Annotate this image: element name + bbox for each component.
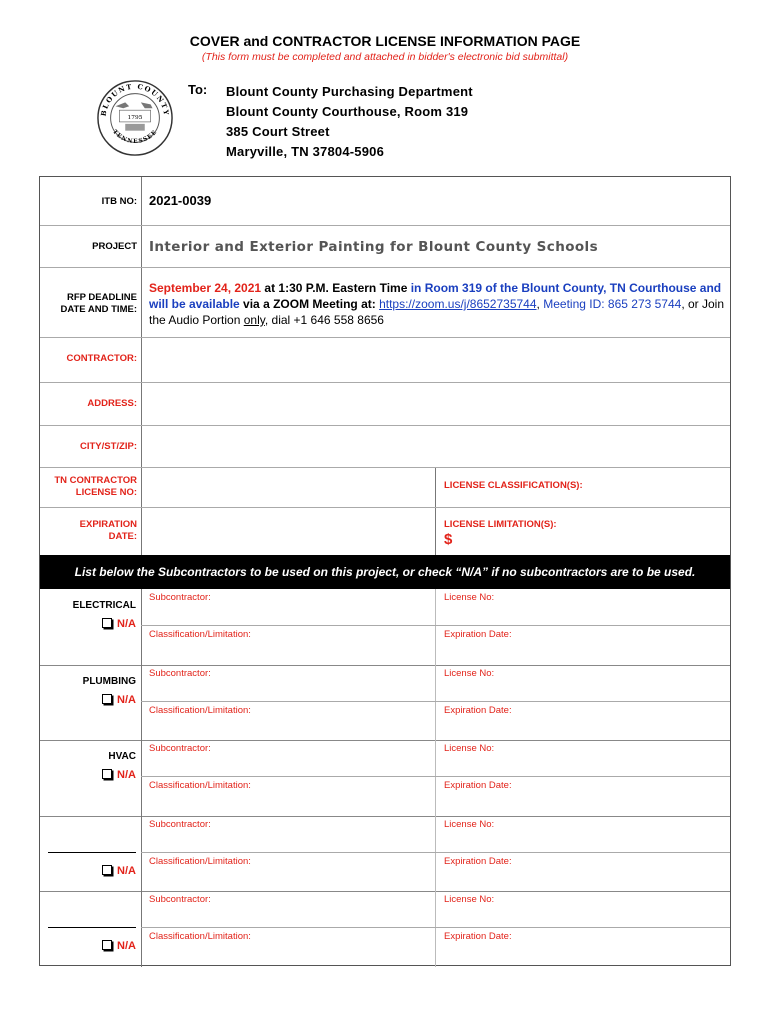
meeting-id: Meeting ID: 865 273 5744 bbox=[543, 297, 682, 311]
address-line: Blount County Courthouse, Room 319 bbox=[226, 104, 469, 119]
page-subtitle: (This form must be completed and attached in bidder's electronic bid submittal) bbox=[201, 51, 569, 63]
subcontractor-label: Subcontractor: bbox=[149, 818, 211, 830]
deadline-date: September 24, 2021 bbox=[149, 281, 262, 295]
deadline-via: via a ZOOM Meeting at: bbox=[239, 297, 380, 311]
expiration-date-label: Expiration Date: bbox=[444, 629, 512, 640]
na-label: N/A bbox=[117, 864, 136, 877]
deadline-label bbox=[40, 292, 137, 316]
recipient-address bbox=[226, 82, 473, 162]
na-label: N/A bbox=[117, 940, 136, 953]
dollar-sign: $ bbox=[444, 531, 453, 548]
license-no-label bbox=[40, 475, 137, 499]
expiration-date-label: Expiration Date: bbox=[444, 855, 512, 867]
expiration-label-line: EXPIRATION bbox=[79, 519, 137, 530]
license-label-line: TN CONTRACTOR bbox=[54, 475, 137, 486]
license-limitation-label: LICENSE LIMITATION(S): bbox=[444, 519, 557, 530]
na-checkbox[interactable] bbox=[40, 769, 136, 781]
na-checkbox[interactable] bbox=[40, 940, 136, 952]
checkbox-icon[interactable] bbox=[102, 694, 112, 704]
zoom-link[interactable]: https://zoom.us/j/8652735744 bbox=[379, 297, 537, 311]
expiration-label-line: DATE: bbox=[108, 531, 137, 542]
deadline-label-line: RFP DEADLINE bbox=[66, 292, 137, 303]
expiration-date-label: Expiration Date: bbox=[444, 780, 512, 792]
na-label: N/A bbox=[117, 618, 136, 630]
checkbox-icon[interactable] bbox=[102, 940, 112, 950]
na-checkbox[interactable] bbox=[40, 618, 136, 630]
project-value: Interior and Exterior Painting for Blount County Schools bbox=[149, 239, 599, 255]
trade-label: HVAC bbox=[108, 751, 136, 763]
city-state-zip-field[interactable] bbox=[142, 426, 730, 467]
checkbox-icon[interactable] bbox=[102, 865, 112, 875]
license-no-label: License No: bbox=[444, 894, 495, 906]
trade-label: ELECTRICAL bbox=[72, 600, 136, 611]
na-checkbox[interactable] bbox=[40, 865, 136, 877]
checkbox-icon[interactable] bbox=[102, 618, 112, 628]
seal-bottom-text: TENNESSEE bbox=[111, 128, 159, 146]
deadline-dial: , dial +1 646 558 8656 bbox=[264, 313, 384, 327]
seal-top-text: BLOUNT COUNTY bbox=[99, 82, 171, 117]
subcontractor-label: Subcontractor: bbox=[149, 743, 211, 755]
license-no-field[interactable] bbox=[142, 468, 435, 507]
address-label: ADDRESS: bbox=[87, 398, 137, 409]
na-checkbox[interactable] bbox=[40, 694, 136, 706]
subcontractor-label: Subcontractor: bbox=[149, 592, 211, 603]
license-no-label: License No: bbox=[444, 743, 495, 755]
trade-label: PLUMBING bbox=[82, 675, 136, 687]
contractor-form bbox=[39, 176, 731, 966]
subcontractor-label: Subcontractor: bbox=[149, 894, 211, 906]
contractor-field[interactable] bbox=[142, 338, 730, 382]
itb-label: ITB NO: bbox=[101, 196, 137, 207]
license-no-label: License No: bbox=[444, 818, 495, 830]
deadline-join: , or Join the Audio Portion bbox=[149, 297, 725, 327]
subcontractor-label: Subcontractor: bbox=[149, 667, 211, 679]
na-label: N/A bbox=[117, 693, 136, 706]
itb-value: 2021-0039 bbox=[149, 193, 212, 208]
address-line: Blount County Purchasing Department bbox=[226, 84, 473, 99]
checkbox-icon[interactable] bbox=[102, 769, 112, 779]
deadline-label-line: DATE AND TIME: bbox=[60, 304, 137, 315]
trade-blank-line[interactable] bbox=[48, 927, 136, 928]
classification-label: Classification/Limitation: bbox=[149, 780, 251, 792]
deadline-only: only bbox=[243, 313, 265, 327]
address-field[interactable] bbox=[142, 383, 730, 425]
expiration-date-label: Expiration Date: bbox=[444, 704, 512, 716]
to-label: To: bbox=[188, 82, 208, 97]
svg-text:TENNESSEE bbox=[111, 129, 159, 145]
contractor-label: CONTRACTOR: bbox=[66, 353, 137, 364]
seal-year: 1795 bbox=[127, 114, 143, 121]
license-no-label: License No: bbox=[444, 592, 495, 603]
classification-label: Classification/Limitation: bbox=[149, 629, 251, 640]
county-seal-logo bbox=[96, 79, 174, 157]
expiration-label bbox=[40, 519, 137, 543]
deadline-room: in Room 319 of the Blount County, TN Courthouse and will be available bbox=[149, 281, 722, 311]
deadline-time: at 1:30 P.M. Eastern Time bbox=[261, 281, 408, 295]
license-no-label: License No: bbox=[444, 667, 495, 679]
trade-blank-line[interactable] bbox=[48, 852, 136, 853]
na-label: N/A bbox=[117, 769, 136, 782]
address-line: Maryville, TN 37804-5906 bbox=[226, 144, 385, 159]
deadline-value bbox=[149, 280, 724, 328]
subcontractor-banner: List below the Subcontractors to be used on this project, or check “N/A” if no subcontractors are to be used. bbox=[40, 555, 730, 589]
project-label: PROJECT bbox=[92, 241, 137, 252]
classification-label: Classification/Limitation: bbox=[149, 931, 251, 943]
expiration-field[interactable] bbox=[142, 508, 435, 555]
city-state-zip-label: CITY/ST/ZIP: bbox=[80, 441, 137, 452]
classification-label: Classification/Limitation: bbox=[149, 704, 251, 716]
deadline-comma: , bbox=[536, 297, 540, 311]
expiration-date-label: Expiration Date: bbox=[444, 931, 512, 943]
license-classification-label: LICENSE CLASSIFICATION(S): bbox=[444, 480, 583, 491]
classification-label: Classification/Limitation: bbox=[149, 855, 251, 867]
address-line: 385 Court Street bbox=[226, 124, 330, 139]
page-title: COVER and CONTRACTOR LICENSE INFORMATION PAGE bbox=[189, 33, 581, 49]
license-label-line: LICENSE NO: bbox=[75, 487, 137, 498]
